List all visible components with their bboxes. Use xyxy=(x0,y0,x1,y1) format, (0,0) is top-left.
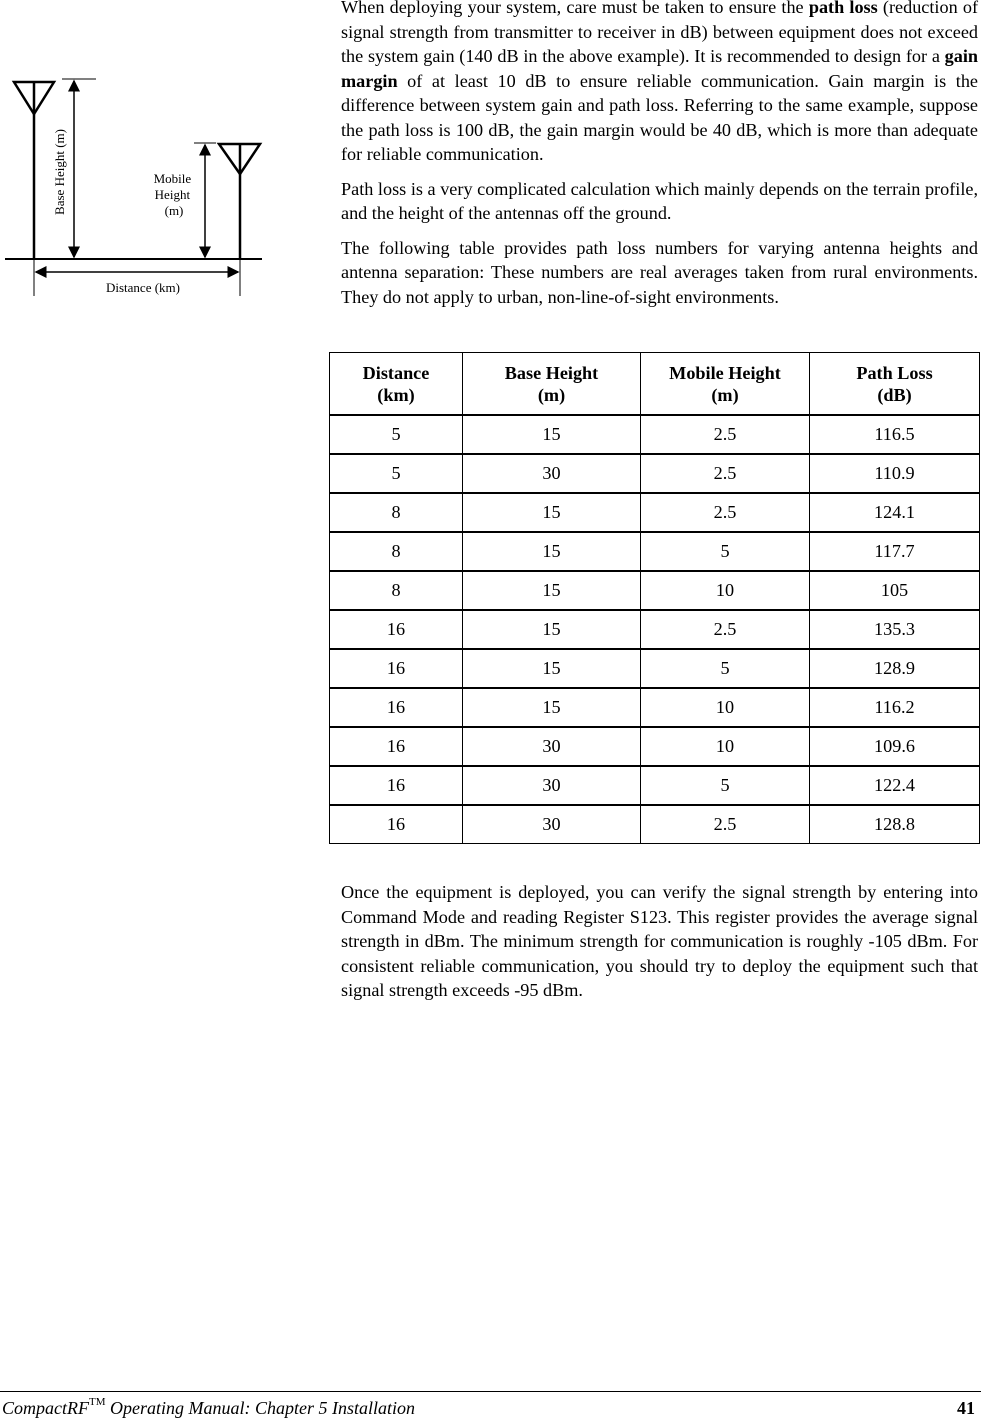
cell-mobile-height: 10 xyxy=(641,688,810,727)
table-row xyxy=(330,727,980,766)
cell-distance: 16 xyxy=(330,727,463,766)
cell-path-loss: 122.4 xyxy=(810,766,980,805)
cell-mobile-height: 2.5 xyxy=(641,415,810,454)
table-row xyxy=(330,649,980,688)
table-header-row xyxy=(330,353,980,416)
cell-base-height: 15 xyxy=(463,532,641,571)
path-loss-paragraph: When deploying your system, care must be taken to ensure the path loss (reduction of signal strength from transmitter to receiver in dB) between equipment does not exceed the system gain (140 dB in the above example). It is recommended to design for a gain margin of at least 10 dB to ensure reliable communication. Gain margin is the difference between system gain and path loss. Referring to the same example, suppose the path loss is 100 dB, the gain margin would be 40 dB, which is more than adequate for reliable communication. xyxy=(341,0,979,164)
table-row xyxy=(330,688,980,727)
cell-mobile-height: 10 xyxy=(641,571,810,610)
cell-mobile-height: 10 xyxy=(641,727,810,766)
cell-path-loss: 135.3 xyxy=(810,610,980,649)
cell-mobile-height: 2.5 xyxy=(641,454,810,493)
table-row xyxy=(330,610,980,649)
table-row xyxy=(330,493,980,532)
header-path-loss: Path Loss (dB) xyxy=(810,353,980,416)
table-intro-paragraph: The following table provides path loss numbers for varying antenna heights and antenna separation: These numbers are real averages taken from rural environments. They do not apply to urban, non-line-of-sight environments. xyxy=(341,237,978,307)
cell-distance: 16 xyxy=(330,805,463,844)
signal-strength-paragraph: Once the equipment is deployed, you can verify the signal strength by entering into Command Mode and reading Register S123. This register provides the average signal strength in dBm. The minimum strength for communication is roughly -105 dBm. For consistent reliable communication, you should try to deploy the equipment such that signal strength exceeds -95 dBm. xyxy=(341,882,978,1000)
cell-base-height: 15 xyxy=(463,571,641,610)
cell-distance: 5 xyxy=(330,454,463,493)
cell-base-height: 15 xyxy=(463,610,641,649)
footer-divider xyxy=(0,1391,981,1392)
terrain-paragraph: Path loss is a very complicated calculation which mainly depends on the terrain profile, and the height of the antennas off the ground. xyxy=(341,178,978,223)
cell-base-height: 15 xyxy=(463,415,641,454)
table-row xyxy=(330,532,980,571)
cell-base-height: 30 xyxy=(463,805,641,844)
cell-distance: 8 xyxy=(330,493,463,532)
mobile-antenna-icon xyxy=(219,144,260,260)
distance-label: Distance (km) xyxy=(105,280,181,295)
cell-mobile-height: 5 xyxy=(641,766,810,805)
signal-strength-text xyxy=(341,880,978,1013)
cell-base-height: 15 xyxy=(463,649,641,688)
cell-path-loss: 128.9 xyxy=(810,649,980,688)
cell-mobile-height: 2.5 xyxy=(641,493,810,532)
cell-mobile-height: 5 xyxy=(641,649,810,688)
cell-base-height: 30 xyxy=(463,454,641,493)
cell-base-height: 30 xyxy=(463,727,641,766)
table-row xyxy=(330,454,980,493)
cell-path-loss: 105 xyxy=(810,571,980,610)
path-loss-table xyxy=(329,352,980,844)
cell-distance: 16 xyxy=(330,610,463,649)
cell-mobile-height: 5 xyxy=(641,532,810,571)
cell-distance: 16 xyxy=(330,688,463,727)
cell-distance: 16 xyxy=(330,766,463,805)
cell-path-loss: 117.7 xyxy=(810,532,980,571)
cell-path-loss: 116.5 xyxy=(810,415,980,454)
base-height-label: Base Height (m) xyxy=(52,129,67,215)
cell-path-loss: 116.2 xyxy=(810,688,980,727)
header-mobile-height: Mobile Height (m) xyxy=(641,353,810,416)
mobile-height-label: Mobile Height (m) xyxy=(153,171,192,218)
base-antenna-icon xyxy=(14,82,54,260)
intro-text xyxy=(341,0,978,319)
cell-distance: 16 xyxy=(330,649,463,688)
footer-title: CompactRF™ Operating Manual: Chapter 5 Installation xyxy=(2,1396,415,1418)
cell-path-loss: 109.6 xyxy=(810,727,980,766)
antenna-height-diagram xyxy=(0,60,290,310)
cell-base-height: 15 xyxy=(463,493,641,532)
cell-base-height: 30 xyxy=(463,766,641,805)
cell-base-height: 15 xyxy=(463,688,641,727)
cell-distance: 8 xyxy=(330,532,463,571)
header-distance: Distance (km) xyxy=(330,353,463,416)
table-row xyxy=(330,571,980,610)
table-row xyxy=(330,415,980,454)
table-row xyxy=(330,805,980,844)
cell-mobile-height: 2.5 xyxy=(641,805,810,844)
table-row xyxy=(330,766,980,805)
page-number: 41 xyxy=(957,1398,975,1418)
cell-path-loss: 124.1 xyxy=(810,493,980,532)
cell-path-loss: 128.8 xyxy=(810,805,980,844)
cell-distance: 8 xyxy=(330,571,463,610)
cell-mobile-height: 2.5 xyxy=(641,610,810,649)
cell-distance: 5 xyxy=(330,415,463,454)
header-base-height: Base Height (m) xyxy=(463,353,641,416)
cell-path-loss: 110.9 xyxy=(810,454,980,493)
